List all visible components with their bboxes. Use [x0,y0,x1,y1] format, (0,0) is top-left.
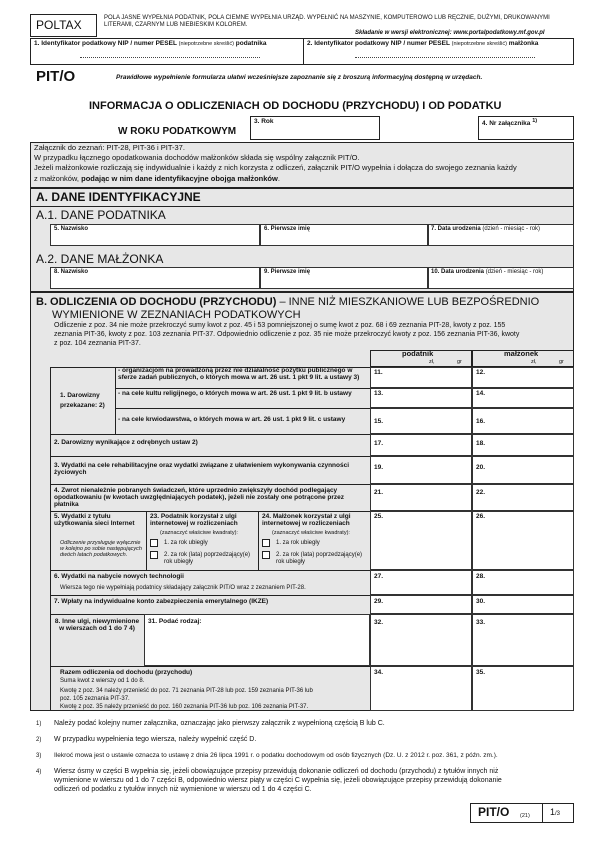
footnote-3: Ilekroć mowa jest o ustawie oznacza to ustawę z dnia 26 lipca 1991 r. o podatku dochodowym od osób fizycznych (Dz. U. z 2012 r. poz. 361, z późn. zm.). [54,752,498,759]
amount-field-13[interactable] [370,388,472,408]
field-num-11: 11. [374,369,383,376]
checkbox-24-1[interactable] [262,539,270,547]
amount-field-25[interactable] [370,511,472,570]
amount-field-18[interactable] [472,434,574,456]
field-num-27: 27. [374,573,384,580]
amount-field-20[interactable] [472,456,574,484]
field-num-17: 17. [374,440,384,447]
footnote-3-num: 3) [36,753,42,759]
field-24-sub: (zaznaczyć właściwe kwadraty): [272,530,350,536]
page-form-version: (21) [520,813,530,819]
row-1-label: 1. Darowizny [60,392,100,399]
amount-field-22[interactable] [472,484,574,511]
field-7-label: 7. Data urodzenia (dzień - miesiąc - rok) [431,226,541,232]
footnote-2: W przypadku wypełnienia tego wiersza, należy wypełnić część D. [54,736,257,743]
row-5-note: Odliczenie przysługuje wyłącznie w kolejno po sobie następujących dwóch latach podatkowych. [60,540,142,559]
header-note-electronic: Składanie w wersji elektronicznej: www.portalpodatkowy.mf.gov.pl [355,30,545,36]
section-b-title-2: WYMIENIONE W ZEZNANIACH PODATKOWYCH [52,309,301,321]
row-8-text: 8. Inne ulgi, niewymienione w wierszach od 1 do 7 4) [54,618,140,633]
section-a-title: A. DANE IDENTYFIKACYJNE [36,190,201,204]
field-23-sub: (zaznaczyć właściwe kwadraty): [160,530,238,536]
field-24-label: 24. Małżonek korzystał z ulgi internetowej w rozliczeniach [262,513,351,528]
zl-label-1: zł, [429,359,435,365]
checkbox-23-2-label: 2. za rok (lata) poprzedzający(e) rok ubiegły [164,552,251,565]
footnote-1-num: 1) [36,721,42,727]
field-5-label: 5. Nazwisko [54,226,89,232]
amount-field-32[interactable] [370,614,472,666]
zl-label-2: zł, [531,359,537,365]
field-num-16: 16. [476,418,486,425]
gr-label-2: gr [559,359,564,365]
form-title: INFORMACJA O ODLICZENIACH OD DOCHODU (PRZYCHODU) I OD PODATKU [89,100,502,112]
section-b-desc-2: zeznania PIT-36, kwoty z poz. 103 zeznania PIT-37. Odpowiednio odliczenie z poz. 35 nie może przekroczyć kwoty z poz. 156 zeznania PIT-36, kwoty [54,331,520,338]
field-10-label: 10. Data urodzenia (dzień - miesiąc - rok) [431,269,544,275]
field-num-14: 14. [476,390,486,397]
checkbox-23-2[interactable] [150,551,158,559]
brand-poltax: POLTAX [36,18,82,32]
field-num-15: 15. [374,418,384,425]
form-subtitle: W ROKU PODATKOWYM [118,126,237,137]
sum-title: Razem odliczenia od dochodu (przychodu) [60,669,193,676]
page-form-code: PIT/O [478,805,510,819]
amount-field-28[interactable] [472,570,574,595]
row-7-text: 7. Wpłaty na indywidualne konto zabezpieczenia emerytalnego (IKZE) [54,598,269,605]
field-num-18: 18. [476,440,486,447]
row-6-text: 6. Wydatki na nabycie nowych technologii [54,573,184,580]
field-num-30: 30. [476,598,486,605]
amount-field-26[interactable] [472,511,574,570]
header-note: POLA JASNE WYPEŁNIA PODATNIK, POLA CIEMNE WYPEŁNIA URZĄD. WYPEŁNIĆ NA MASZYNIE, KOMPUTEROWO LUB RĘCZNIE, DUŻYMI, DRUKOWANYMI LITERAMI, CZARNYM LUB NIEBIESKIM KOLOREM. [104,15,550,29]
checkbox-24-2[interactable] [262,551,270,559]
section-a2-title: A.2. DANE MAŁŻONKA [36,252,164,266]
footnote-4-line-3: odliczeń od podatku z tytułów innych niż wymienione w wierszu od 1 do 4 części C. [54,786,312,793]
field-6-label: 6. Pierwsze imię [264,226,311,232]
field-num-34: 34. [374,669,384,676]
sum-note-2: poz. 105 zeznania PIT-37. [60,696,130,702]
section-b-desc-1: Odliczenie z poz. 34 nie może przekroczyć sumy kwot z poz. 45 i 53 pomniejszonej o sumę kwot z poz. 68 i 69 zeznania PIT-28, kwoty z poz. 155 [54,322,506,329]
id1-label: 1. Identyfikator podatkowy NIP / numer PESEL (niepotrzebne skreślić) podatnika [34,40,267,47]
footnote-4-line-2: wymienione w wierszu od 1 do 7 części B, odpowiednio wiersz piąty w części C wypełnia się, jeżeli obowiązujące przepisy przewidują dokonanie [54,777,502,784]
field-num-25: 25. [374,513,384,520]
field-num-35: 35. [476,669,486,676]
amount-field-17[interactable] [370,434,472,456]
page-number: 1/3 [550,807,561,817]
row-2-text: 2. Darowizny wynikające z odrębnych ustaw 2) [54,439,198,446]
field-num-21: 21. [374,489,384,496]
footnote-4-num: 4) [36,769,42,775]
amount-field-14[interactable] [472,388,574,408]
row-1-label-2: przekazane: 2) [60,402,105,409]
checkbox-23-1[interactable] [150,539,158,547]
amount-field-33[interactable] [472,614,574,666]
amount-field-29[interactable] [370,595,472,614]
field-num-20: 20. [476,464,486,471]
amount-field-21[interactable] [370,484,472,511]
amount-field-30[interactable] [472,595,574,614]
row-1a-text: - organizacjom na prowadzoną przez nie działalność pożytku publicznego w sferze zadań publicznych, o których mowa w art. 26 ust. 1 pkt 9 lit. a ustawy 3) [118,367,360,382]
amount-field-15[interactable] [370,408,472,434]
field-23-label: 23. Podatnik korzystał z ulgi internetowej w rozliczeniach [150,513,238,528]
amount-field-34[interactable] [370,666,472,711]
field-9-label: 9. Pierwsze imię [264,269,311,275]
field-num-13: 13. [374,390,384,397]
intro-line-1: Załącznik do zeznań: PIT-28, PIT-36 i PIT-37. [34,143,185,152]
field-num-22: 22. [476,489,486,496]
nr-zalacznika-label: 4. Nr załącznika $^{1)}$ [482,118,538,128]
checkbox-23-1-label: 1. za rok ubiegły [164,540,208,546]
checkbox-24-1-label: 1. za rok ubiegły [276,540,320,546]
form-hint: Prawidłowe wypełnienie formularza ułatwi wcześniejsze zapoznanie się z broszurą informacyjną dostępną w urzędach. [116,74,483,81]
sum-note-1: Kwotę z poz. 34 należy przenieść do poz. 71 zeznania PIT-28 lub poz. 159 zeznania PIT-36 lub [60,688,313,694]
field-num-19: 19. [374,464,384,471]
amount-field-27[interactable] [370,570,472,595]
id2-input[interactable] [355,54,535,58]
field-num-12: 12. [476,369,486,376]
id1-input[interactable] [80,54,260,58]
footnote-2-num: 2) [36,737,42,743]
field-num-28: 28. [476,573,486,580]
field-num-33: 33. [476,619,486,626]
footnote-4-line-1: Wiersz ósmy w części B wypełnia się, jeżeli obowiązujące przepisy przewidują dokonanie odliczeń od dochodu (przychodu) z tytułów innych niż [54,768,499,775]
row-5-label: 5. Wydatki z tytułu użytkowania sieci Internet [54,513,135,528]
section-a1-title: A.1. DANE PODATNIKA [36,208,166,222]
form-code: PIT/O [36,68,76,85]
field-num-32: 32. [374,619,384,626]
section-b-desc-3: z poz. 104 zeznania PIT-37. [54,340,141,347]
row-4-text: 4. Zwrot nienależnie pobranych świadczeń, które uprzednio zwiększyły dochód podlegający opodatkowaniu (w kwotach uwzględniających podatek), jeżeli nie zostały one potrącone przez płatnika [54,487,345,509]
gr-label-1: gr [457,359,462,365]
row-6-note: Wiersza tego nie wypełniają podatnicy składający załącznik PIT/O wraz z zeznaniem PIT-28. [60,585,306,591]
amount-field-35[interactable] [472,666,574,711]
field-num-29: 29. [374,598,384,605]
field-num-26: 26. [476,513,486,520]
field-31-label: 31. Podać rodzaj: [148,618,202,625]
row-1b-text: - na cele kultu religijnego, o których mowa w art. 26 ust. 1 pkt 9 lit. b ustawy [118,390,352,397]
field-8-label: 8. Nazwisko [54,269,89,275]
section-b-title: B. ODLICZENIA OD DOCHODU (PRZYCHODU) – INNE NIŻ MIESZKANIOWE LUB BEZPOŚREDNIO [36,296,540,308]
amount-field-16[interactable] [472,408,574,434]
amount-field-11[interactable] [370,367,472,388]
id2-label: 2. Identyfikator podatkowy NIP / numer PESEL (niepotrzebne skreślić) małżonka [307,40,539,47]
rok-label: 3. Rok [254,118,274,125]
amount-field-12[interactable] [472,367,574,388]
checkbox-24-2-label: 2. za rok (lata) poprzedzający(e) rok ubiegły [276,552,363,565]
intro-line-3: Jeżeli małżonkowie rozliczają się indywidualnie i każdy z nich korzysta z odliczeń, załącznik PIT/O wypełnia i dołącza do swojego zeznania każdy [34,163,517,172]
col-podatnik: podatnik [402,349,434,358]
row-1c-text: - na cele krwiodawstwa, o których mowa w art. 26 ust. 1 pkt 9 lit. c ustawy [118,416,346,423]
sum-note-3: Kwotę z poz. 35 należy przenieść do poz. 160 zeznania PIT-36 lub poz. 106 zeznania PIT-37. [60,704,309,710]
col-malzonek: małżonek [504,349,539,358]
intro-line-4: z małżonków, podając w nim dane identyfikacyjne obojga małżonków. [34,174,280,183]
row-3-text: 3. Wydatki na cele rehabilitacyjne oraz wydatki związane z ułatwieniem wykonywania czynności życiowych [54,462,350,477]
footnote-1: Należy podać kolejny numer załącznika, oznaczając jako pierwszy załącznik z wypełnioną częścią B lub C. [54,720,385,727]
sum-sub: Suma kwot z wierszy od 1 do 8. [60,678,145,684]
intro-line-2: W przypadku łącznego opodatkowania dochodów małżonków składa się wspólny załącznik PIT/O. [34,153,360,162]
amount-field-19[interactable] [370,456,472,484]
